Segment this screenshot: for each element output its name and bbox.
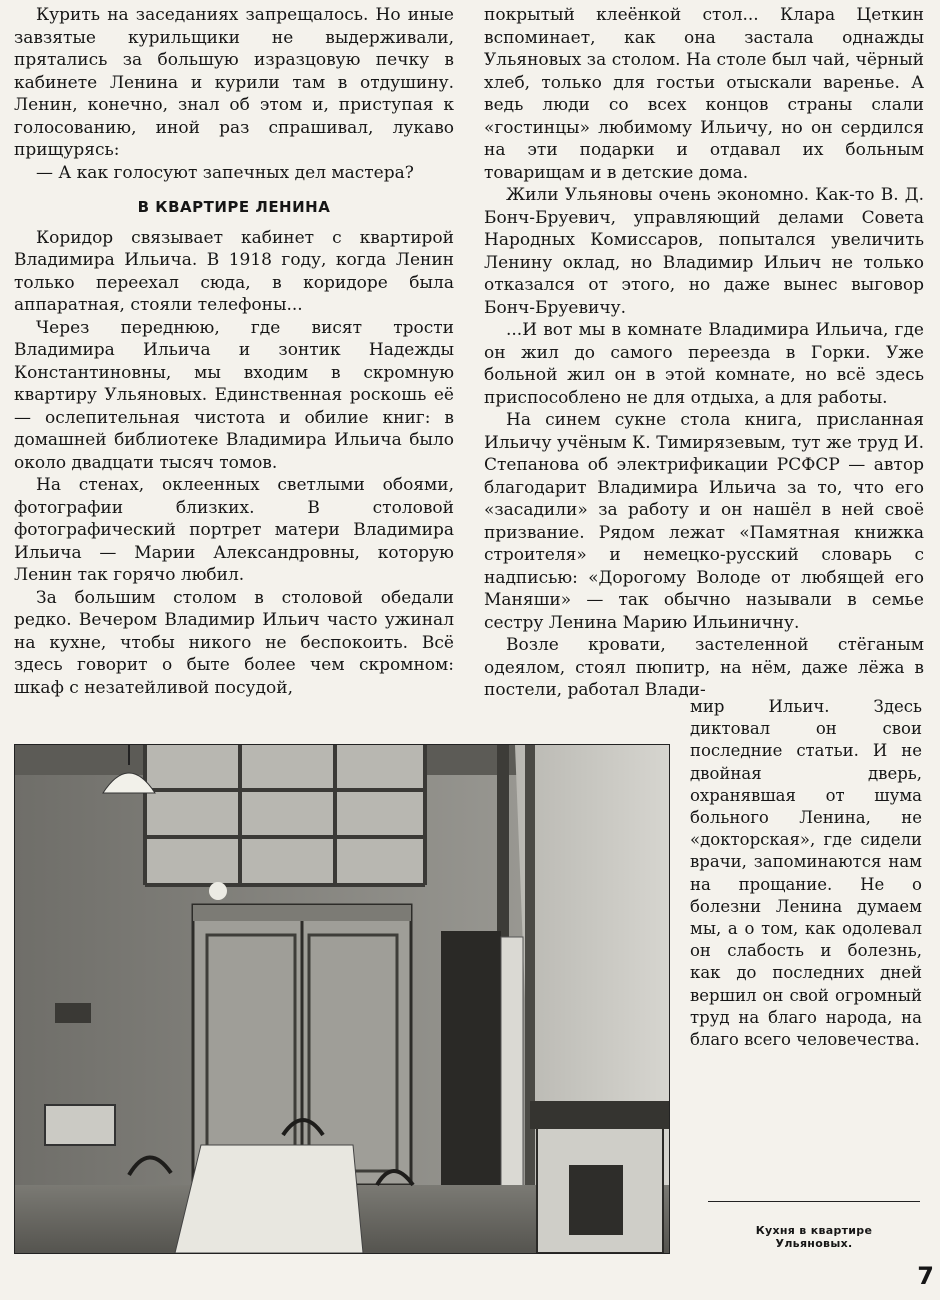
article-left-column	[14, 4, 454, 699]
paragraph: покрытый клеёнкой стол... Клара Цеткин вспоминает, как она застала однажды Ульяновых за столом. На столе был чай, чёрный хлеб, только для гостьи отыскали варенье. А ведь люди со всех концов страны слали «гостинцы» любимому Ильичу, но он сердился на эти подарки и отдавал их больным товарищам и в детские дома.	[484, 5, 924, 183]
paragraph: — А как голосуют запечных дел мастера?	[36, 162, 414, 183]
paragraph: За большим столом в столовой обедали редко. Вечером Владимир Ильич часто ужинал на кухне, чтобы никого не беспокоить. Всё здесь говорит о быте более чем скромном: шкаф с незатейливой посудой,	[14, 587, 454, 698]
paragraph: На синем сукне стола книга, присланная Ильичу учёным К. Тимирязевым, тут же труд И. Степанова об электрификации РСФСР — автор благодарит Владимира Ильича за то, что его «засадили» за работу и он нашёл в ней своё призвание. Рядом лежат «Памятная книжка строителя» и немецко-русский словарь с надписью: «Дорогому Володе от любящей его Маняши» — так обычно называли в семье сестру Ленина Марию Ильиничну.	[484, 410, 924, 633]
caption-rule	[708, 1201, 920, 1202]
paragraph: На стенах, оклеенных светлыми обоями, фотографии близких. В столовой фотографический портрет матери Владимира Ильича — Марии Александровны, которую Ленин так горячо любил.	[14, 475, 454, 585]
paragraph: Через переднюю, где висят трости Владимира Ильича и зонтик Надежды Константиновны, мы входим в скромную квартиру Ульяновых. Единственная роскошь её — ослепительная чистота и обилие книг: в домашней библиотеке Владимира Ильича было около двадцати тысяч томов.	[14, 317, 454, 473]
section-heading: В КВАРТИРЕ ЛЕНИНА	[137, 198, 331, 216]
kitchen-photo-illustration	[15, 745, 669, 1253]
paragraph: Жили Ульяновы очень экономно. Как-то В. Д. Бонч-Бруевич, управляющий делами Совета Народных Комиссаров, попытался увеличить Ленину оклад, но Владимир Ильич не только отказался от этого, но даже вынес выговор Бонч-Бруевичу.	[484, 185, 924, 318]
article-right-column	[484, 4, 924, 702]
paragraph: ...И вот мы в комнате Владимира Ильича, где он жил до самого переезда в Горки. Уже больной жил он в этой комнате, но всё здесь приспособлено не для отдыха, а для работы.	[484, 320, 924, 408]
page-number: 7	[917, 1262, 934, 1290]
paragraph: мир Ильич. Здесь диктовал он свои последние статьи. И не двойная дверь, охранявшая от шума больного Ленина, не «докторская», где сидели врачи, запоминаются нам на прощание. Не о болезни Ленина думаем мы, а о том, как одолевал он слабость и болезнь, как до последних дней вершил он свой огромный труд на благо народа, на благо всего человечества.	[690, 697, 922, 1050]
kitchen-photo	[14, 744, 670, 1254]
photo-caption	[708, 1224, 920, 1250]
paragraph: Коридор связывает кабинет с квартирой Владимира Ильича. В 1918 году, когда Ленин только переехал сюда, в коридоре была аппаратная, стояли телефоны...	[14, 227, 454, 315]
paragraph: Возле кровати, застеленной стёганым одеялом, стоял пюпитр, на нём, даже лёжа в постели, работал Влади-	[484, 635, 924, 700]
article-narrow-column	[690, 696, 922, 1051]
photo-caption-line: Ульяновых.	[775, 1237, 853, 1250]
paragraph: Курить на заседаниях запрещалось. Но иные завзятые курильщики не выдерживали, прятались за большую изразцовую печку в кабинете Ленина и курили там в отдушину. Ленин, конечно, знал об этом и, приступая к голосованию, иной раз спрашивал, лукаво прищурясь:	[14, 5, 454, 160]
photo-caption-line: Кухня в квартире	[755, 1224, 873, 1237]
